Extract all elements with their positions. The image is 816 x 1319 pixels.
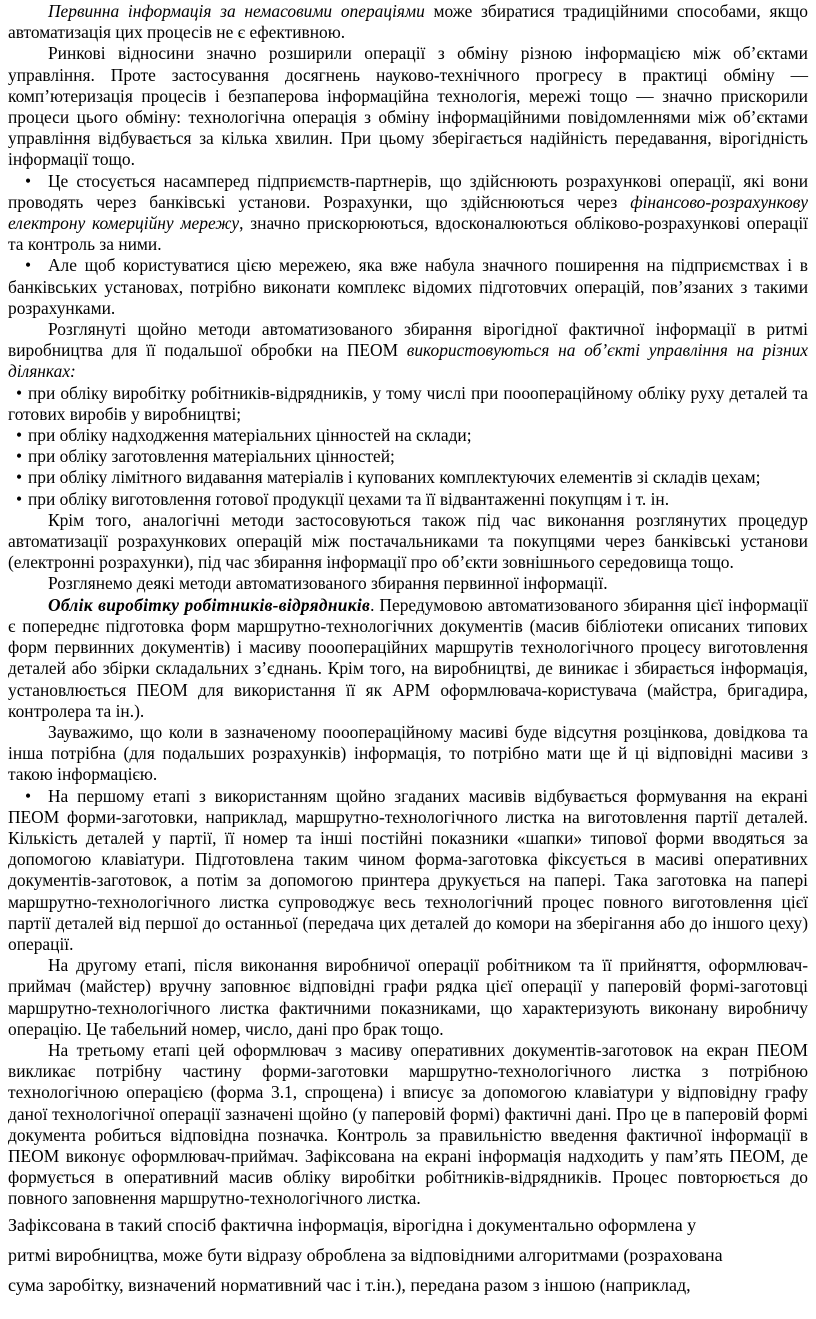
- partners-italic-term: фінансово-розрахункову електрону комерційну мережу: [8, 191, 808, 234]
- piecework-text: . Передумовою автоматизованого збирання цієї інформації є попереднє підготовка форм маршрутно-технологічних документів (масив бібліотеки описаних типових форм первинних документів) і масиву пооопераційних маршрутів технологічного процесу виготовлення деталей або збірки складальних з’єднань. Крім того, на виробництві, де виникає і збирається інформація, установлюється ПЕОМ для використання її як АРМ оформлювача-користувача (майстра, бригадира, контролера та ін.).: [8, 594, 809, 721]
- list-item-text: при обліку заготовлення матеріальних цінностей;: [28, 446, 395, 467]
- paragraph-intro: [8, 1, 808, 43]
- bullet-icon: •: [24, 170, 32, 191]
- paragraph-market-relations: Ринкові відносини значно розширили операції з обміну різною інформацією між об’єктами управління. Проте застосування досягнень науково-технічного прогресу в практиці обміну — комп’ютеризація процесів і безпаперова інформаційна технологія, мережі тощо — значно прискорили процеси цього обміну: технологічна операція з обміну інформаційними повідомленнями між об’єктами управління відбувається за кілька хвилин. При цьому зберігається надійність передавання, вірогідність інформації тощо.: [8, 43, 808, 170]
- partners-text-b: , значно прискорюються, вдосконалюються обліково-розрахункові операції та контроль за ними.: [8, 213, 808, 255]
- list-item: [8, 383, 808, 425]
- paragraph-network-bullet: [8, 255, 808, 319]
- list-item: [8, 446, 808, 467]
- bullet-icon: •: [15, 488, 23, 509]
- paragraph-partners-bullet: [8, 171, 808, 256]
- bullet-icon: •: [15, 382, 23, 403]
- paragraph-first-stage: [8, 786, 808, 956]
- list-item-text: при обліку лімітного видавання матеріалів і купованих комплектуючих елементів зі складів цехам;: [28, 467, 761, 488]
- bullet-icon: •: [24, 255, 32, 276]
- paragraph-second-stage: На другому етапі, після виконання виробничої операції робітником та її прийняття, оформлювач-приймач (майстер) вручну заповнює відповідні графи рядка цієї операції у паперовій формі-заготовці маршрутно-технологічного листка фактичними показниками, що характеризують виконану виробничу операцію. Це табельний номер, число, дані про брак тощо.: [8, 955, 808, 1039]
- list-item: [8, 467, 808, 488]
- network-text: Але щоб користуватися цією мережею, яка вже набула значного поширення на підприємствах і в банківських установах, потрібно виконати комплекс відомих підготовчих операцій, пов’язаних з такими розрахунками.: [8, 255, 808, 318]
- list-item-text: при обліку виготовлення готової продукції цехами та її відвантаженні покупцям і т. ін.: [28, 488, 670, 509]
- section-heading: Облік виробітку робітників-відрядників: [48, 594, 371, 615]
- bullet-icon: •: [15, 425, 23, 446]
- bullet-icon: •: [15, 446, 23, 467]
- paragraph-consider: Розглянемо деякі методи автоматизованого збирання первинної інформації.: [48, 573, 608, 594]
- intro-italic-term: Первинна інформація за немасовими операціями: [48, 1, 425, 21]
- list-item: [8, 489, 808, 510]
- final-line-2: ритмі виробництва, може бути відразу оброблена за відповідними алгоритмами (розрахована: [8, 1244, 723, 1265]
- methods-text: Розглянуті щойно методи автоматизованого збирання вірогідної фактичної інформації в ритмі виробництва для її подальшої обробки на ПЕОМ: [8, 319, 808, 361]
- list-item: [8, 425, 808, 446]
- final-line-3: сума заробітку, визначений нормативний час і т.ін.), передана разом з іншою (наприклад,: [8, 1274, 691, 1295]
- bullet-icon: •: [15, 467, 23, 488]
- partners-text-a: Це стосується насамперед підприємств-партнерів, що здійснюють розрахункові операції, які вони проводять через банківські установи. Розрахунки, що здійснюються через: [8, 170, 808, 212]
- bullet-icon: •: [24, 785, 32, 806]
- first-stage-text: На першому етапі з використанням щойно згаданих масивів відбувається формування на екрані ПЕОМ форми-заготовки, наприклад, маршрутно-технологічного листка на виготовлення партії деталей. Кількість деталей у партії, її номер та інші постійні показники «шапки» типової форми вводяться за допомогою клавіатури. Підготовлена таким чином форма-заготовка фіксується в масиві оперативних документів-заготовок, а потім за допомогою принтера друкується на папері. Така заготовка на папері маршрутно-технологічного листка супроводжує весь технологічний процес повного виготовлення цієї партії деталей від першої до останньої (передача цих деталей до комори на зберігання або до іншого цеху) операції.: [8, 785, 808, 954]
- intro-text: може збиратися традиційними способами, якщо автоматизація цих процесів не є ефективною.: [8, 1, 808, 43]
- paragraph-analogous-methods: Крім того, аналогічні методи застосовуються також під час виконання розглянутих процедур автоматизації розрахункових операцій між постачальниками та покупцями через банківські установи (електронні розрахунки), під час збирання інформації про об’єкти зовнішнього середовища тощо.: [8, 509, 808, 573]
- list-item-text: при обліку виробітку робітників-відрядників, у тому числі при пооопераційному обліку руху деталей та готових виробів у виробництві;: [8, 382, 808, 424]
- methods-italic: використовуються на об’єкті управління на різних ділянках:: [8, 340, 808, 382]
- paragraph-note: Зауважимо, що коли в зазначеному пооопераційному масиві буде відсутня розцінкова, довідкова та інша потрібна (для подальших розрахунків) інформація, то потрібно мати ще й ці відповідні масиви з такою інформацією.: [8, 721, 808, 785]
- paragraph-piecework-accounting: [8, 595, 808, 722]
- final-line-1: Зафіксована в такий спосіб фактична інформація, вірогідна і документально оформлена у: [8, 1214, 697, 1235]
- paragraph-final: [8, 1210, 808, 1300]
- paragraph-third-stage: На третьому етапі цей оформлювач з масиву оперативних документів-заготовок на екран ПЕОМ викликає потрібну частину форми-заготовки маршрутно-технологічного листка з потрібною технологічною операцією (форма 3.1, спрощена) і вписує за допомогою клавіатури у відповідну графу даної технологічної операції зазначені щойно (у паперовій формі) фактичні дані. Про це в паперовій формі документа робиться відповідна позначка. Контроль за правильністю введення фактичної інформації в ПЕОМ виконує оформлювач-приймач. Зафіксована на екрані інформація надходить у пам’ять ПЕОМ, де формується в оперативний масив обліку виробітки робітників-відрядників. Процес повторюється до повного заповнення маршрутно-технологічного листка.: [8, 1039, 808, 1209]
- document-page: [8, 0, 808, 1300]
- list-item-text: при обліку надходження матеріальних цінностей на склади;: [28, 425, 472, 446]
- paragraph-methods: [8, 319, 808, 383]
